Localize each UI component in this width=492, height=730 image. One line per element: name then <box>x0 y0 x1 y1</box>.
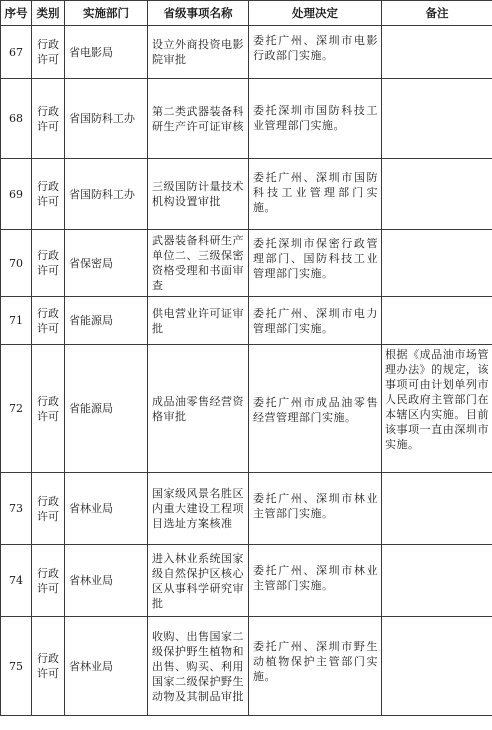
row-decision: 委托深圳市国防科技工业管理部门实施。 <box>249 79 382 159</box>
table-row <box>1 345 492 473</box>
table-header-row <box>1 1 492 26</box>
table-row <box>1 473 492 545</box>
header-item: 省级事项名称 <box>148 1 249 26</box>
header-category: 类别 <box>32 1 65 26</box>
row-category: 行政许可 <box>32 297 65 345</box>
row-note <box>382 617 492 716</box>
row-index: 70 <box>1 230 32 297</box>
row-department: 省国防科工办 <box>65 79 148 159</box>
row-item: 国家级风景名胜区内重大建设工程项目选址方案核准 <box>148 473 249 545</box>
row-decision: 委托广州市成品油零售经营管理部门实施。 <box>249 345 382 473</box>
table-row <box>1 79 492 159</box>
row-department: 省林业局 <box>65 617 148 716</box>
row-item: 三级国防计量技术机构设置审批 <box>148 159 249 230</box>
row-index: 69 <box>1 159 32 230</box>
row-department: 省国防科工办 <box>65 159 148 230</box>
table-row <box>1 297 492 345</box>
row-decision: 委托广州、深圳市林业主管部门实施。 <box>249 473 382 545</box>
header-index: 序号 <box>1 1 32 26</box>
row-item: 第二类武器装备科研生产许可证审核 <box>148 79 249 159</box>
table-row <box>1 159 492 230</box>
row-index: 74 <box>1 545 32 617</box>
row-department: 省能源局 <box>65 297 148 345</box>
row-item: 武器装备科研生产单位二、三级保密资格受理和书面审查 <box>148 230 249 297</box>
row-category: 行政许可 <box>32 345 65 473</box>
row-decision: 委托广州、深圳市国防科技工业管理部门实施。 <box>249 159 382 230</box>
row-department: 省能源局 <box>65 345 148 473</box>
row-note <box>382 473 492 545</box>
table-row <box>1 230 492 297</box>
row-decision: 委托广州、深圳市林业主管部门实施。 <box>249 545 382 617</box>
row-category: 行政许可 <box>32 545 65 617</box>
row-category: 行政许可 <box>32 230 65 297</box>
row-note <box>382 26 492 79</box>
row-department: 省保密局 <box>65 230 148 297</box>
row-decision: 委托广州、深圳市野生动植物保护主管部门实施。 <box>249 617 382 716</box>
row-index: 75 <box>1 617 32 716</box>
row-item: 收购、出售国家二级保护野生植物和出售、购买、利用国家二级保护野生动物及其制品审批 <box>148 617 249 716</box>
row-item: 成品油零售经营资格审批 <box>148 345 249 473</box>
row-note <box>382 159 492 230</box>
row-index: 71 <box>1 297 32 345</box>
table-row <box>1 617 492 716</box>
row-note: 根据《成品油市场管理办法》的规定，该事项可由计划单列市人民政府主管部门在本辖区内实施。目前该事项一直由深圳市实施。 <box>382 345 492 473</box>
row-index: 67 <box>1 26 32 79</box>
row-note <box>382 230 492 297</box>
row-index: 73 <box>1 473 32 545</box>
row-item: 供电营业许可证审批 <box>148 297 249 345</box>
row-department: 省林业局 <box>65 473 148 545</box>
row-category: 行政许可 <box>32 26 65 79</box>
row-note <box>382 545 492 617</box>
row-category: 行政许可 <box>32 79 65 159</box>
row-category: 行政许可 <box>32 617 65 716</box>
row-decision: 委托广州、深圳市电力管理部门实施。 <box>249 297 382 345</box>
row-index: 72 <box>1 345 32 473</box>
header-department: 实施部门 <box>65 1 148 26</box>
row-decision: 委托深圳市保密行政管理部门、国防科技工业管理部门实施。 <box>249 230 382 297</box>
row-note <box>382 297 492 345</box>
row-decision: 委托广州、深圳市电影行政部门实施。 <box>249 26 382 79</box>
row-category: 行政许可 <box>32 159 65 230</box>
table-row <box>1 26 492 79</box>
header-note: 备注 <box>382 1 492 26</box>
row-note <box>382 79 492 159</box>
table-row <box>1 545 492 617</box>
row-item: 设立外商投资电影院审批 <box>148 26 249 79</box>
row-index: 68 <box>1 79 32 159</box>
header-decision: 处理决定 <box>249 1 382 26</box>
row-department: 省电影局 <box>65 26 148 79</box>
row-category: 行政许可 <box>32 473 65 545</box>
row-department: 省林业局 <box>65 545 148 617</box>
row-item: 进入林业系统国家级自然保护区核心区从事科学研究审批 <box>148 545 249 617</box>
